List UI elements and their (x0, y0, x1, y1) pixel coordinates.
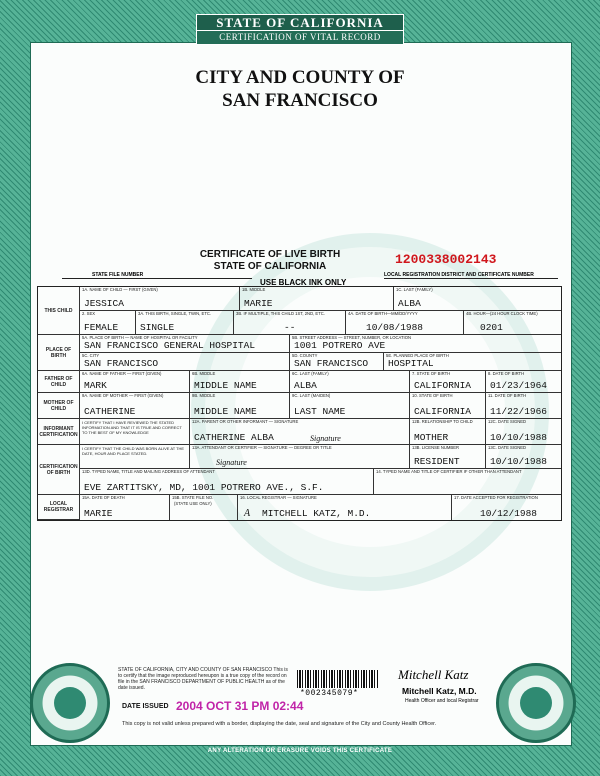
field-value: 0201 (480, 322, 503, 333)
section-cert-birth: CERTIFICATION OF BIRTH (38, 445, 80, 495)
field-label: 14. TYPED NAME AND TITLE OF CERTIFIER IF OTHER THAN ATTENDANT (376, 469, 522, 474)
certification-statement: STATE OF CALIFORNIA, CITY AND COUNTY OF SAN FRANCISCO This is to certify that the image reproduced hereupon is a true copy of the record on file in the SAN FRANCISCO DEPARTMENT OF PUBLIC HEALTH as of the date issued. (118, 667, 288, 691)
field-label: 3A. THIS BIRTH, SINGLE, TWIN, ETC. (138, 311, 212, 316)
officer-signature: Mitchell Katz (398, 667, 469, 682)
father-middle-name (190, 371, 290, 393)
child-middle-name (240, 287, 394, 311)
field-value: JESSICA (84, 298, 124, 309)
field-label: 15B. STATE FILE NO. (172, 495, 214, 500)
local-reg-label: LOCAL REGISTRATION DISTRICT AND CERTIFICATE NUMBER (384, 272, 534, 278)
seal-core (54, 687, 86, 719)
field-label: 17. DATE ACCEPTED FOR REGISTRATION (454, 495, 538, 500)
attendant-date-signed (486, 445, 561, 469)
field-label: 9B. MIDDLE (192, 393, 216, 398)
field-value: SINGLE (140, 322, 175, 333)
field-label: 4B. HOUR—(24 HOUR CLOCK TIME) (466, 311, 538, 316)
field-value: 10/12/1988 (480, 508, 538, 519)
state-file-number (170, 495, 238, 520)
field-label: 1B. MIDDLE (242, 287, 266, 292)
date-accepted (452, 495, 561, 520)
field-label: 4A. DATE OF BIRTH—MM/DD/YYYY (348, 311, 418, 316)
hospital-name (80, 335, 290, 353)
field-label: 15A. DATE OF DEATH (82, 495, 125, 500)
field-value: -- (284, 322, 296, 333)
field-value: CALIFORNIA (414, 406, 472, 417)
child-sex (80, 311, 136, 335)
county-line2: SAN FRANCISCO (222, 90, 378, 111)
field-value: 10/10/1988 (490, 432, 548, 443)
father-first-name (80, 371, 190, 393)
registrar-signature (238, 495, 452, 520)
field-value: MARK (84, 380, 107, 391)
date-of-death (80, 495, 170, 520)
field-label: 12A. PARENT OR OTHER INFORMANT — SIGNATURE (192, 419, 299, 424)
attendant-name-address (80, 469, 374, 495)
field-value: 01/23/1964 (490, 380, 548, 391)
birth-city (80, 353, 290, 371)
field-value: LAST NAME (294, 406, 346, 417)
birth-form (37, 286, 562, 521)
certificate-title (180, 249, 360, 273)
statement-text: I CERTIFY THAT THE CHILD WAS BORN ALIVE AT THE DATE, HOUR AND PLACE STATED. (82, 446, 185, 456)
field-label: 7. STATE OF BIRTH (412, 371, 451, 376)
field-label: 5A. PLACE OF BIRTH — NAME OF HOSPITAL OR FACILITY (82, 335, 198, 340)
state-use-note: (STATE USE ONLY) (174, 501, 212, 506)
field-value: 11/22/1966 (490, 406, 548, 417)
field-label: 12B. RELATIONSHIP TO CHILD (412, 419, 473, 424)
child-last-name (394, 287, 561, 311)
father-state-of-birth (410, 371, 486, 393)
father-last-name (290, 371, 410, 393)
section-place: PLACE OF BIRTH (38, 335, 80, 371)
informant-date-signed (486, 419, 561, 445)
field-value: RESIDENT (414, 456, 460, 467)
city-seal-right (496, 663, 576, 743)
field-label: 5B. STREET ADDRESS — STREET, NUMBER, OR LOCATION (292, 335, 411, 340)
field-value: ALBA (294, 380, 317, 391)
barcode (297, 670, 379, 688)
signature-placeholder: Signature (216, 458, 247, 467)
attendant-signature (190, 445, 410, 469)
field-label: 8. DATE OF BIRTH (488, 371, 525, 376)
mother-date-of-birth (486, 393, 561, 419)
date-of-birth (346, 311, 464, 335)
field-label: 9C. LAST (MAIDEN) (292, 393, 331, 398)
child-first-name (80, 287, 240, 311)
field-label: 13B. LICENSE NUMBER (412, 445, 460, 450)
field-value: EVE ZARTITSKY, MD, 1001 POTRERO AVE., S.F. (84, 482, 324, 493)
street-address (290, 335, 561, 353)
registrar-mark: A (244, 508, 251, 519)
field-value: MITCHELL KATZ, M.D. (262, 508, 371, 519)
field-value: SAN FRANCISCO (294, 358, 369, 369)
field-label: 1C. LAST (FAMILY) (396, 287, 433, 292)
field-label: 13A. ATTENDANT OR CERTIFIER — SIGNATURE — DEGREE OR TITLE (192, 445, 332, 450)
officer-name: Mitchell Katz, M.D. (402, 686, 477, 696)
field-label: 16. LOCAL REGISTRAR — SIGNATURE (240, 495, 317, 500)
banner-title: STATE OF CALIFORNIA (196, 14, 404, 31)
field-value: CALIFORNIA (414, 380, 472, 391)
statement-text: I CERTIFY THAT I HAVE REVIEWED THE STATED INFORMATION AND THAT IT IS TRUE AND CORRECT TO THE BEST OF MY KNOWLEDGE (82, 420, 182, 435)
field-value: FEMALE (84, 322, 119, 333)
date-issued-value: 2004 OCT 31 PM 02:44 (176, 699, 304, 713)
mother-last-name (290, 393, 410, 419)
divider (62, 278, 252, 279)
seal-core (520, 687, 552, 719)
field-value: MIDDLE NAME (194, 406, 257, 417)
field-label: 1A. NAME OF CHILD — FIRST (GIVEN) (82, 287, 158, 292)
county-line1: CITY AND COUNTY OF (195, 67, 405, 88)
county-heading (30, 66, 570, 112)
field-label: 9A. NAME OF MOTHER — FIRST (GIVEN) (82, 393, 164, 398)
ink-note: USE BLACK INK ONLY (260, 278, 347, 287)
field-value: MOTHER (414, 432, 449, 443)
field-label: 13C. DATE SIGNED (488, 445, 527, 450)
field-label: 6A. NAME OF FATHER — FIRST (GIVEN) (82, 371, 162, 376)
field-value: HOSPITAL (388, 358, 434, 369)
field-label: 11. DATE OF BIRTH (488, 393, 527, 398)
field-value: SAN FRANCISCO (84, 358, 159, 369)
officer-title: Health Officer and local Registrar (405, 698, 479, 704)
banner-subtitle: CERTIFICATION OF VITAL RECORD (196, 31, 404, 45)
field-value: MIDDLE NAME (194, 380, 257, 391)
section-father: FATHER OF CHILD (38, 371, 80, 393)
birth-county (290, 353, 384, 371)
attendant-statement (80, 445, 190, 469)
state-file-label: STATE FILE NUMBER (92, 272, 144, 278)
field-label: 6C. LAST (FAMILY) (292, 371, 329, 376)
birth-order (234, 311, 346, 335)
father-date-of-birth (486, 371, 561, 393)
informant-statement (80, 419, 190, 445)
date-issued-label: DATE ISSUED (122, 703, 169, 710)
field-value: SAN FRANCISCO GENERAL HOSPITAL (84, 340, 256, 351)
field-label: 5C. CITY (82, 353, 100, 358)
title-line2: STATE OF CALIFORNIA (213, 261, 327, 272)
section-child: THIS CHILD (38, 287, 80, 335)
field-value: 10/10/1988 (490, 456, 548, 467)
field-label: 13D. TYPED NAME, TITLE AND MAILING ADDRESS OF ATTENDANT (82, 469, 215, 474)
state-seal-left (30, 663, 110, 743)
section-informant: INFORMANT CERTIFICATION (38, 419, 80, 445)
title-line1: CERTIFICATE OF LIVE BIRTH (199, 249, 341, 260)
certifier-name (374, 469, 561, 495)
section-mother: MOTHER OF CHILD (38, 393, 80, 419)
field-label: 3B. IF MULTIPLE, THIS CHILD 1ST, 2ND, ETC. (236, 311, 325, 316)
birth-type (136, 311, 234, 335)
license-number (410, 445, 486, 469)
section-local-registrar: LOCAL REGISTRAR (38, 495, 80, 520)
field-label: 5E. PLANNED PLACE OF BIRTH (386, 353, 449, 358)
field-label: 10. STATE OF BIRTH (412, 393, 453, 398)
barcode-number: *002345079* (300, 689, 359, 698)
certificate-number: 1200338002143 (395, 252, 497, 267)
field-value: 10/08/1988 (366, 322, 424, 333)
mother-first-name (80, 393, 190, 419)
relationship (410, 419, 486, 445)
field-label: 5D. COUNTY (292, 353, 318, 358)
validity-note: This copy is not valid unless prepared with a border, displaying the date, seal and signature of the City and County Health Officer. (122, 721, 437, 727)
signature-placeholder: Signature (310, 434, 341, 443)
hour-of-birth (464, 311, 561, 335)
field-value: CATHERINE (84, 406, 136, 417)
field-value: MARIE (84, 508, 113, 519)
informant-signature (190, 419, 410, 445)
planned-place (384, 353, 561, 371)
divider (384, 278, 558, 279)
state-banner (196, 14, 404, 46)
field-value: ALBA (398, 298, 421, 309)
mother-state-of-birth (410, 393, 486, 419)
field-label: 12C. DATE SIGNED (488, 419, 527, 424)
field-value: 1001 POTRERO AVE (294, 340, 386, 351)
field-value: MARIE (244, 298, 273, 309)
field-label: 2. SEX (82, 311, 96, 316)
mother-middle-name (190, 393, 290, 419)
field-label: 6B. MIDDLE (192, 371, 216, 376)
field-value: CATHERINE ALBA (194, 432, 274, 443)
alteration-warning: ANY ALTERATION OR ERASURE VOIDS THIS CERTIFICATE (207, 748, 393, 754)
